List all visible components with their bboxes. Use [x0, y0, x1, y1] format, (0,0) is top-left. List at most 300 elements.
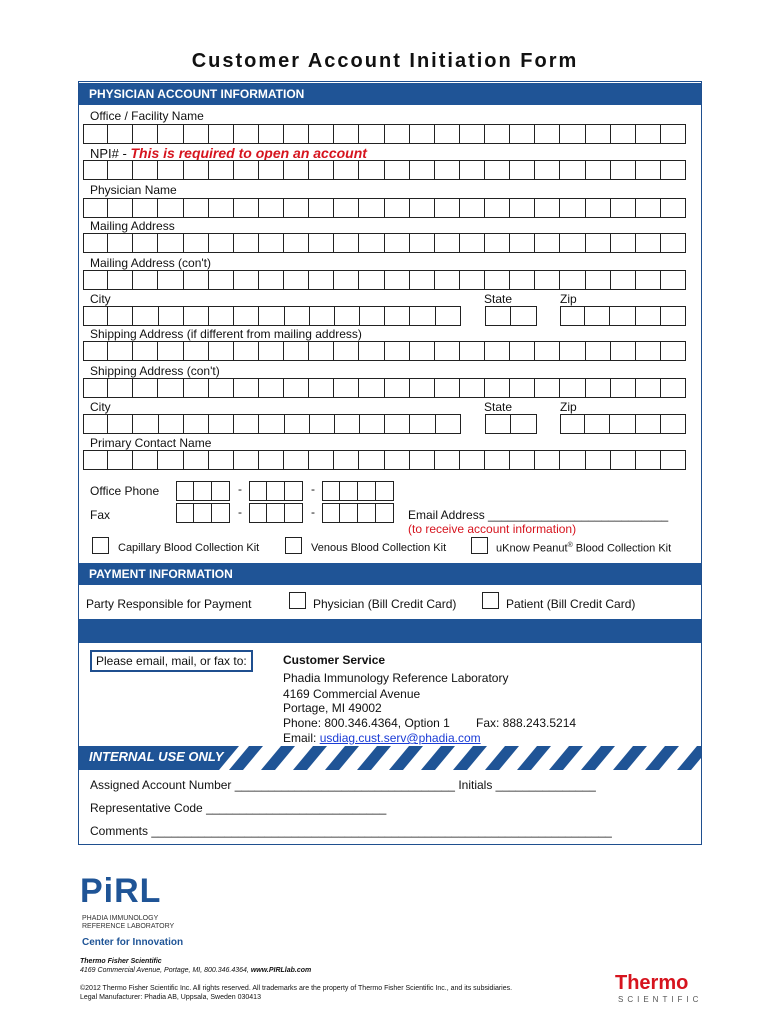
char-box[interactable] [661, 160, 686, 180]
char-box[interactable] [410, 341, 435, 361]
char-box[interactable] [661, 270, 686, 290]
char-box[interactable] [212, 481, 230, 501]
char-box[interactable] [83, 233, 108, 253]
char-box[interactable] [510, 450, 535, 470]
char-box[interactable] [83, 450, 108, 470]
page-title: Customer Account Initiation Form [191, 50, 579, 72]
registered-mark: ® [567, 542, 573, 549]
char-box[interactable] [285, 414, 310, 434]
char-box[interactable] [510, 160, 535, 180]
char-box[interactable] [560, 378, 585, 398]
char-box[interactable] [485, 270, 510, 290]
char-box[interactable] [176, 503, 194, 523]
char-box[interactable] [108, 270, 133, 290]
office-phone-area-field[interactable] [176, 481, 230, 501]
char-box[interactable] [586, 160, 611, 180]
char-box[interactable] [159, 306, 184, 326]
char-box[interactable] [510, 124, 535, 144]
char-box[interactable] [158, 160, 183, 180]
char-box[interactable] [108, 198, 133, 218]
comments-field[interactable]: Comments _____________________________________________________________________ [90, 824, 612, 838]
char-box[interactable] [209, 306, 234, 326]
char-box[interactable] [460, 450, 485, 470]
char-box[interactable] [535, 378, 560, 398]
char-box[interactable] [133, 233, 158, 253]
char-box[interactable] [334, 198, 359, 218]
char-box[interactable] [435, 233, 460, 253]
char-box[interactable] [586, 450, 611, 470]
char-box[interactable] [359, 378, 384, 398]
char-box[interactable] [83, 378, 108, 398]
char-box[interactable] [133, 341, 158, 361]
char-box[interactable] [636, 160, 661, 180]
char-box[interactable] [334, 450, 359, 470]
char-box[interactable] [184, 414, 209, 434]
char-box[interactable] [285, 306, 310, 326]
email-address-field[interactable]: Email Address ___________________________ [408, 508, 669, 522]
char-box[interactable] [158, 233, 183, 253]
uknow-kit-checkbox[interactable] [471, 537, 488, 554]
char-box[interactable] [376, 481, 394, 501]
char-box[interactable] [359, 124, 384, 144]
char-box[interactable] [661, 378, 686, 398]
char-box[interactable] [510, 198, 535, 218]
char-box[interactable] [108, 414, 133, 434]
char-box[interactable] [410, 378, 435, 398]
char-box[interactable] [108, 341, 133, 361]
char-box[interactable] [535, 270, 560, 290]
char-box[interactable] [309, 160, 334, 180]
char-box[interactable] [335, 306, 360, 326]
char-box[interactable] [209, 450, 234, 470]
char-box[interactable] [410, 450, 435, 470]
char-box[interactable] [535, 198, 560, 218]
char-box[interactable] [310, 306, 335, 326]
char-box[interactable] [249, 481, 267, 501]
char-box[interactable] [385, 233, 410, 253]
char-box[interactable] [560, 233, 585, 253]
char-box[interactable] [560, 198, 585, 218]
char-box[interactable] [194, 503, 212, 523]
char-box[interactable] [636, 124, 661, 144]
char-box[interactable] [284, 378, 309, 398]
char-box[interactable] [385, 198, 410, 218]
char-box[interactable] [560, 306, 585, 326]
char-box[interactable] [259, 414, 284, 434]
char-box[interactable] [83, 306, 108, 326]
char-box[interactable] [560, 450, 585, 470]
char-box[interactable] [133, 198, 158, 218]
char-box[interactable] [385, 378, 410, 398]
char-box[interactable] [334, 160, 359, 180]
fax-prefix-field[interactable] [249, 503, 303, 523]
char-box[interactable] [209, 341, 234, 361]
char-box[interactable] [212, 503, 230, 523]
char-box[interactable] [460, 270, 485, 290]
char-box[interactable] [586, 233, 611, 253]
npi-required-note: This is required to open an account [130, 145, 367, 161]
char-box[interactable] [194, 481, 212, 501]
char-box[interactable] [510, 341, 535, 361]
char-box[interactable] [485, 160, 510, 180]
char-box[interactable] [158, 198, 183, 218]
char-box[interactable] [586, 378, 611, 398]
char-box[interactable] [436, 306, 461, 326]
char-box[interactable] [322, 503, 340, 523]
char-box[interactable] [661, 306, 686, 326]
char-box[interactable] [284, 270, 309, 290]
char-box[interactable] [267, 481, 285, 501]
char-box[interactable] [234, 198, 259, 218]
char-box[interactable] [661, 341, 686, 361]
char-box[interactable] [83, 270, 108, 290]
char-box[interactable] [661, 124, 686, 144]
char-box[interactable] [83, 124, 108, 144]
char-box[interactable] [636, 270, 661, 290]
char-box[interactable] [385, 306, 410, 326]
char-box[interactable] [83, 414, 108, 434]
char-box[interactable] [340, 481, 358, 501]
char-box[interactable] [259, 198, 284, 218]
char-box[interactable] [385, 270, 410, 290]
footer-site[interactable]: www.PIRLlab.com [250, 967, 312, 974]
char-box[interactable] [586, 124, 611, 144]
char-box[interactable] [611, 378, 636, 398]
char-box[interactable] [335, 414, 360, 434]
char-box[interactable] [485, 306, 511, 326]
char-box[interactable] [234, 124, 259, 144]
char-box[interactable] [485, 378, 510, 398]
char-box[interactable] [636, 233, 661, 253]
char-box[interactable] [510, 270, 535, 290]
char-box[interactable] [209, 233, 234, 253]
char-box[interactable] [485, 450, 510, 470]
char-box[interactable] [385, 450, 410, 470]
char-box[interactable] [259, 124, 284, 144]
char-box[interactable] [285, 481, 303, 501]
char-box[interactable] [334, 270, 359, 290]
char-box[interactable] [485, 198, 510, 218]
char-box[interactable] [284, 341, 309, 361]
char-box[interactable] [661, 233, 686, 253]
char-box[interactable] [108, 160, 133, 180]
char-box[interactable] [510, 378, 535, 398]
char-box[interactable] [485, 414, 511, 434]
state2-field[interactable] [485, 414, 537, 434]
state-field[interactable] [485, 306, 537, 326]
char-box[interactable] [83, 160, 108, 180]
customer-service-heading: Customer Service [283, 653, 386, 667]
char-box[interactable] [485, 233, 510, 253]
char-box[interactable] [133, 378, 158, 398]
char-box[interactable] [610, 414, 635, 434]
char-box[interactable] [535, 233, 560, 253]
char-box[interactable] [560, 160, 585, 180]
char-box[interactable] [133, 270, 158, 290]
char-box[interactable] [435, 270, 460, 290]
char-box[interactable] [108, 124, 133, 144]
char-box[interactable] [636, 378, 661, 398]
char-box[interactable] [460, 160, 485, 180]
patient-payment-checkbox[interactable] [482, 592, 499, 609]
char-box[interactable] [184, 378, 209, 398]
char-box[interactable] [184, 270, 209, 290]
venous-kit-checkbox[interactable] [285, 537, 302, 554]
char-box[interactable] [322, 481, 340, 501]
fax-line-field[interactable] [322, 503, 394, 523]
char-box[interactable] [560, 414, 585, 434]
char-box[interactable] [184, 160, 209, 180]
char-box[interactable] [83, 198, 108, 218]
char-box[interactable] [309, 124, 334, 144]
char-box[interactable] [209, 414, 234, 434]
char-box[interactable] [158, 270, 183, 290]
char-box[interactable] [359, 450, 384, 470]
char-box[interactable] [410, 414, 435, 434]
char-box[interactable] [385, 341, 410, 361]
office-field[interactable] [83, 124, 686, 144]
char-box[interactable] [108, 306, 133, 326]
char-box[interactable] [611, 270, 636, 290]
office-phone-prefix-field[interactable] [249, 481, 303, 501]
char-box[interactable] [376, 503, 394, 523]
mailing-address-field[interactable] [83, 233, 686, 253]
capillary-kit-checkbox[interactable] [92, 537, 109, 554]
email-note: (to receive account information) [408, 522, 577, 536]
npi-field[interactable] [83, 160, 686, 180]
char-box[interactable] [511, 414, 537, 434]
char-box[interactable] [360, 414, 385, 434]
char-box[interactable] [636, 306, 661, 326]
char-box[interactable] [358, 481, 376, 501]
char-box[interactable] [585, 414, 610, 434]
primary-contact-field[interactable] [83, 450, 686, 470]
char-box[interactable] [435, 341, 460, 361]
patient-payment-label: Patient (Bill Credit Card) [506, 597, 636, 611]
char-box[interactable] [560, 341, 585, 361]
npi-label-text: NPI# - [90, 146, 127, 161]
char-box[interactable] [340, 503, 358, 523]
char-box[interactable] [259, 378, 284, 398]
char-box[interactable] [636, 450, 661, 470]
zip2-field[interactable] [560, 414, 686, 434]
char-box[interactable] [284, 160, 309, 180]
scientific-brand: SCIENTIFIC [618, 995, 703, 1004]
char-box[interactable] [176, 481, 194, 501]
physician-payment-label: Physician (Bill Credit Card) [313, 597, 457, 611]
char-box[interactable] [209, 198, 234, 218]
char-box[interactable] [611, 160, 636, 180]
char-box[interactable] [234, 341, 259, 361]
char-box[interactable] [385, 414, 410, 434]
char-box[interactable] [108, 450, 133, 470]
contact-email-link[interactable]: usdiag.cust.serv@phadia.com [319, 731, 481, 745]
char-box[interactable] [460, 233, 485, 253]
char-box[interactable] [158, 124, 183, 144]
char-box[interactable] [184, 233, 209, 253]
char-box[interactable] [158, 341, 183, 361]
physician-payment-checkbox[interactable] [289, 592, 306, 609]
physician-name-field[interactable] [83, 198, 686, 218]
char-box[interactable] [108, 233, 133, 253]
char-box[interactable] [586, 270, 611, 290]
char-box[interactable] [661, 414, 686, 434]
char-box[interactable] [133, 414, 158, 434]
char-box[interactable] [586, 341, 611, 361]
char-box[interactable] [359, 233, 384, 253]
zip-field[interactable] [560, 306, 686, 326]
char-box[interactable] [460, 124, 485, 144]
char-box[interactable] [485, 341, 510, 361]
char-box[interactable] [209, 124, 234, 144]
char-box[interactable] [510, 233, 535, 253]
char-box[interactable] [560, 270, 585, 290]
char-box[interactable] [385, 160, 410, 180]
char-box[interactable] [133, 306, 158, 326]
char-box[interactable] [435, 378, 460, 398]
char-box[interactable] [611, 233, 636, 253]
fax-dash-2: - [311, 505, 315, 519]
char-box[interactable] [309, 270, 334, 290]
char-box[interactable] [209, 160, 234, 180]
char-box[interactable] [511, 306, 537, 326]
char-box[interactable] [611, 341, 636, 361]
char-box[interactable] [586, 198, 611, 218]
shipping-address-field[interactable] [83, 341, 686, 361]
state2-label: State [484, 400, 513, 414]
char-box[interactable] [184, 450, 209, 470]
char-box[interactable] [334, 341, 359, 361]
char-box[interactable] [611, 450, 636, 470]
char-box[interactable] [460, 341, 485, 361]
char-box[interactable] [259, 450, 284, 470]
city2-field[interactable] [83, 414, 461, 434]
char-box[interactable] [259, 306, 284, 326]
char-box[interactable] [309, 233, 334, 253]
char-box[interactable] [359, 198, 384, 218]
char-box[interactable] [636, 198, 661, 218]
char-box[interactable] [585, 306, 610, 326]
char-box[interactable] [133, 160, 158, 180]
char-box[interactable] [535, 124, 560, 144]
char-box[interactable] [334, 233, 359, 253]
char-box[interactable] [435, 198, 460, 218]
char-box[interactable] [460, 378, 485, 398]
char-box[interactable] [284, 198, 309, 218]
char-box[interactable] [184, 198, 209, 218]
char-box[interactable] [410, 233, 435, 253]
char-box[interactable] [611, 124, 636, 144]
mailing-address-cont-field[interactable] [83, 270, 686, 290]
char-box[interactable] [436, 414, 461, 434]
char-box[interactable] [636, 341, 661, 361]
char-box[interactable] [385, 124, 410, 144]
char-box[interactable] [535, 160, 560, 180]
char-box[interactable] [359, 160, 384, 180]
char-box[interactable] [158, 378, 183, 398]
char-box[interactable] [359, 341, 384, 361]
char-box[interactable] [309, 341, 334, 361]
char-box[interactable] [410, 306, 435, 326]
char-box[interactable] [610, 306, 635, 326]
char-box[interactable] [410, 270, 435, 290]
char-box[interactable] [234, 378, 259, 398]
char-box[interactable] [267, 503, 285, 523]
char-box[interactable] [358, 503, 376, 523]
char-box[interactable] [435, 124, 460, 144]
char-box[interactable] [636, 414, 661, 434]
char-box[interactable] [83, 341, 108, 361]
char-box[interactable] [359, 270, 384, 290]
char-box[interactable] [661, 198, 686, 218]
char-box[interactable] [560, 124, 585, 144]
contact-phone: Phone: 800.346.4364, Option 1 [283, 716, 450, 730]
char-box[interactable] [309, 450, 334, 470]
char-box[interactable] [334, 378, 359, 398]
char-box[interactable] [259, 233, 284, 253]
char-box[interactable] [234, 450, 259, 470]
uknow-kit-label [496, 542, 671, 555]
char-box[interactable] [284, 450, 309, 470]
char-box[interactable] [209, 378, 234, 398]
char-box[interactable] [234, 233, 259, 253]
char-box[interactable] [184, 341, 209, 361]
char-box[interactable] [259, 341, 284, 361]
representative-code-field[interactable]: Representative Code ___________________________ [90, 801, 387, 815]
char-box[interactable] [133, 450, 158, 470]
char-box[interactable] [234, 160, 259, 180]
char-box[interactable] [184, 124, 209, 144]
char-box[interactable] [535, 450, 560, 470]
fax-area-field[interactable] [176, 503, 230, 523]
char-box[interactable] [108, 378, 133, 398]
char-box[interactable] [410, 124, 435, 144]
char-box[interactable] [410, 160, 435, 180]
char-box[interactable] [661, 450, 686, 470]
char-box[interactable] [435, 450, 460, 470]
assigned-account-field[interactable]: Assigned Account Number _________________________________ Initials _______________ [90, 778, 596, 792]
char-box[interactable] [334, 124, 359, 144]
char-box[interactable] [435, 160, 460, 180]
char-box[interactable] [209, 270, 234, 290]
char-box[interactable] [485, 124, 510, 144]
office-phone-line-field[interactable] [322, 481, 394, 501]
char-box[interactable] [535, 341, 560, 361]
char-box[interactable] [259, 160, 284, 180]
char-box[interactable] [249, 503, 267, 523]
char-box[interactable] [460, 198, 485, 218]
char-box[interactable] [133, 124, 158, 144]
char-box[interactable] [158, 450, 183, 470]
char-box[interactable] [234, 270, 259, 290]
char-box[interactable] [284, 233, 309, 253]
char-box[interactable] [284, 124, 309, 144]
char-box[interactable] [309, 378, 334, 398]
char-box[interactable] [234, 306, 259, 326]
char-box[interactable] [611, 198, 636, 218]
char-box[interactable] [285, 503, 303, 523]
char-box[interactable] [360, 306, 385, 326]
city-field[interactable] [83, 306, 461, 326]
char-box[interactable] [410, 198, 435, 218]
char-box[interactable] [159, 414, 184, 434]
char-box[interactable] [309, 198, 334, 218]
shipping-address-cont-field[interactable] [83, 378, 686, 398]
char-box[interactable] [310, 414, 335, 434]
char-box[interactable] [259, 270, 284, 290]
char-box[interactable] [234, 414, 259, 434]
char-box[interactable] [184, 306, 209, 326]
